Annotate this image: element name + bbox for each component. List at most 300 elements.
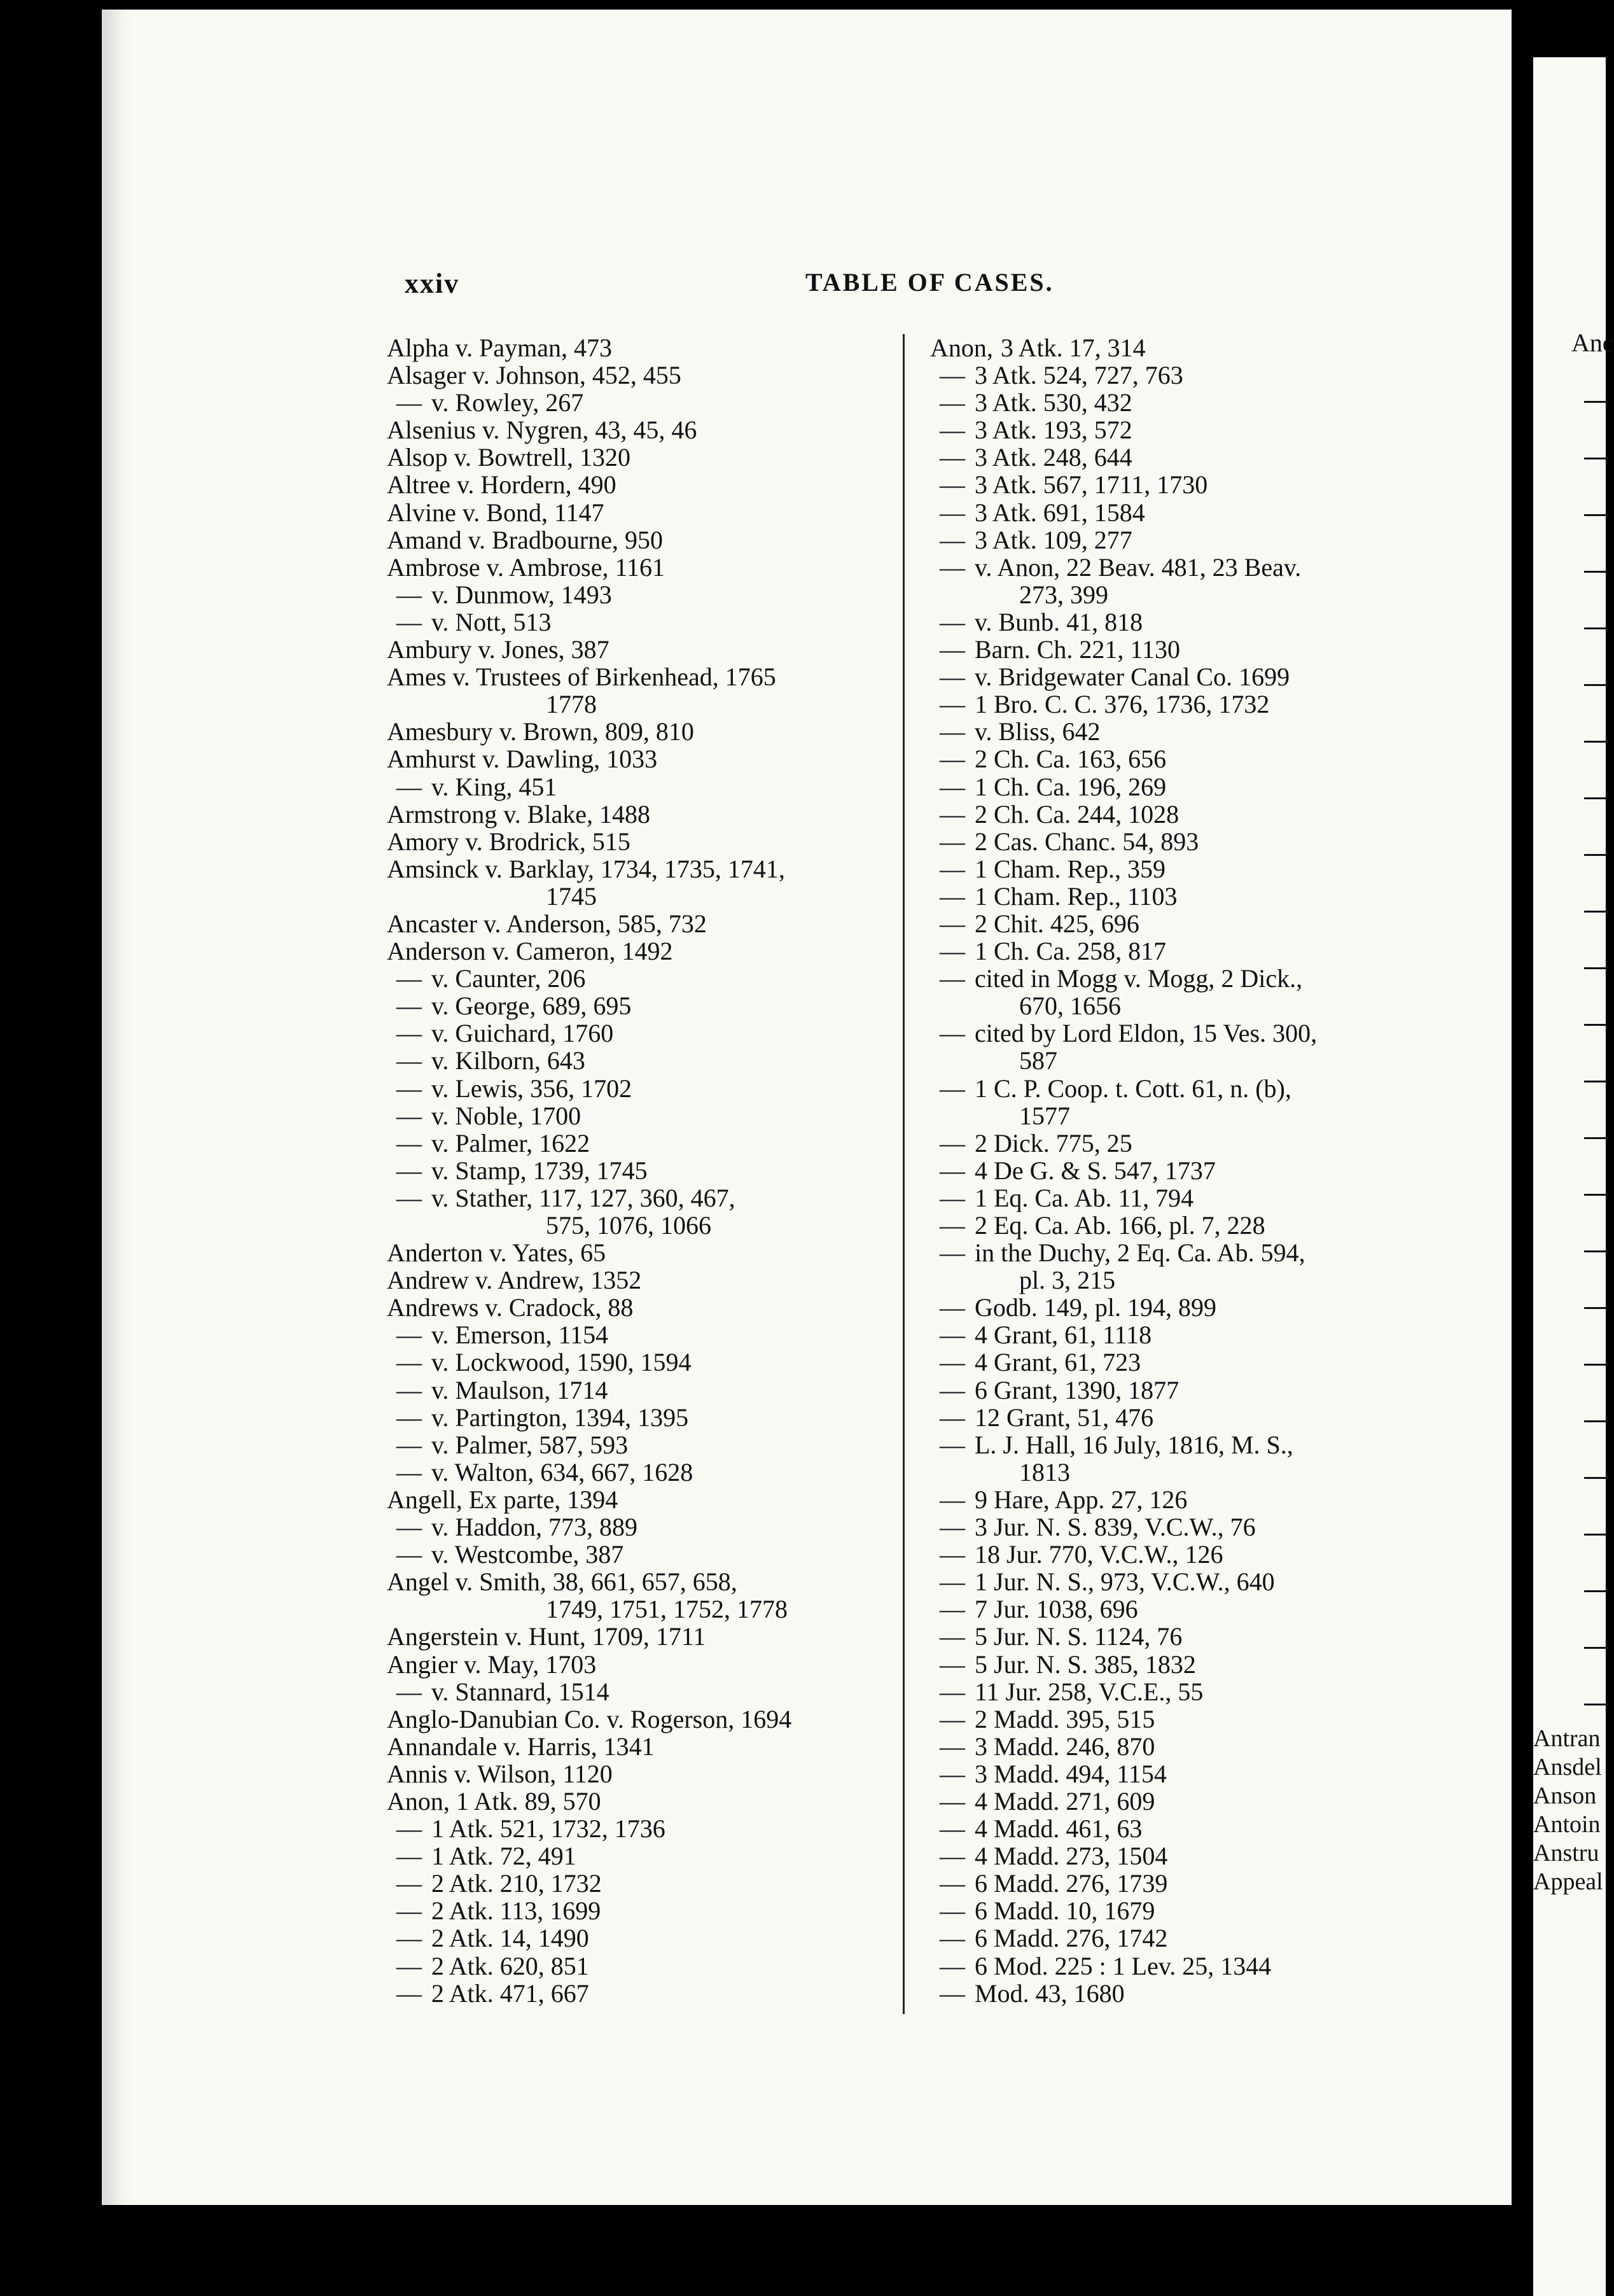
entry-continuation: 273, 399: [1019, 580, 1108, 609]
case-entry: [387, 1568, 877, 1595]
case-entry: [387, 444, 877, 471]
entry-text: 2 Dick. 775, 25: [975, 1128, 1132, 1158]
case-entry: [387, 718, 877, 745]
entry-prefix: —: [396, 1320, 422, 1350]
entry-text: 3 Atk. 248, 644: [975, 443, 1132, 472]
entry-continuation: pl. 3, 215: [1019, 1266, 1116, 1295]
entry-text: Alsenius v. Nygren, 43, 45, 46: [387, 416, 697, 445]
entry-prefix: —: [940, 1513, 965, 1542]
entry-continuation: 575, 1076, 1066: [546, 1211, 711, 1240]
entry-prefix: —: [940, 1595, 965, 1624]
case-entry: [930, 1294, 1490, 1321]
entry-text: cited in Mogg v. Mogg, 2 Dick.,: [975, 964, 1303, 993]
case-entry: [930, 444, 1490, 471]
case-entry: [387, 1130, 877, 1157]
entry-text: 3 Atk. 691, 1584: [975, 498, 1145, 527]
entry-text: v. Anon, 22 Beav. 481, 23 Beav.: [975, 552, 1302, 582]
entry-text: v. Rowley, 267: [431, 388, 584, 417]
case-entry: [387, 1952, 877, 1980]
entry-prefix: —: [940, 909, 965, 938]
case-entry: [930, 1595, 1490, 1623]
case-entry: [930, 361, 1490, 389]
entry-text: Amesbury v. Brown, 809, 810: [387, 717, 694, 746]
entry-text: cited by Lord Eldon, 15 Ves. 300,: [975, 1019, 1318, 1048]
entry-text: v. Partington, 1394, 1395: [431, 1403, 689, 1432]
case-entry: [387, 1705, 877, 1733]
left-column: [387, 334, 877, 2007]
case-entry: [387, 828, 877, 855]
entry-prefix: —: [940, 1732, 965, 1761]
entry-prefix: —: [940, 964, 965, 993]
case-entry: [387, 801, 877, 828]
entry-text: 2 Atk. 210, 1732: [431, 1869, 602, 1898]
entry-prefix: —: [940, 662, 965, 692]
entry-prefix: —: [396, 1101, 422, 1130]
entry-prefix: —: [396, 991, 422, 1021]
entry-text: Ancaster v. Anderson, 585, 732: [387, 909, 707, 938]
entry-text: Amhurst v. Dawling, 1033: [387, 745, 658, 774]
entry-prefix: —: [940, 1677, 965, 1706]
entry-prefix: —: [940, 1869, 965, 1898]
case-entry: [930, 1486, 1490, 1513]
entry-prefix: Anon,: [930, 333, 993, 362]
case-entry: [387, 992, 877, 1019]
entry-prefix: —: [940, 1348, 965, 1377]
case-entry: [930, 1157, 1490, 1184]
entry-text: 12 Grant, 51, 476: [975, 1403, 1154, 1432]
entry-prefix: —: [940, 552, 965, 582]
case-entry: [930, 389, 1490, 416]
case-entry: [387, 1924, 877, 1952]
entry-prefix: —: [940, 1704, 965, 1733]
entry-text: 2 Ch. Ca. 244, 1028: [975, 799, 1179, 829]
entry-text: 1 Cham. Rep., 1103: [975, 881, 1178, 911]
entry-text: v. Bliss, 642: [975, 717, 1101, 746]
facing-page-dashes: [1584, 375, 1606, 1735]
case-entry: [930, 554, 1490, 581]
entry-prefix: —: [940, 690, 965, 719]
case-entry: [930, 636, 1490, 663]
entry-text: Alsager v. Johnson, 452, 455: [387, 361, 681, 390]
entry-prefix: —: [396, 1183, 422, 1212]
entry-text: 4 Grant, 61, 723: [975, 1348, 1141, 1377]
case-entry: [387, 965, 877, 992]
entry-prefix: —: [396, 1814, 422, 1844]
entry-prefix: —: [940, 1649, 965, 1679]
case-entry: [930, 1651, 1490, 1678]
entry-text: v. Lewis, 356, 1702: [431, 1074, 632, 1103]
case-entry: [930, 1513, 1490, 1541]
entry-text: Anderton v. Yates, 65: [387, 1238, 606, 1268]
entry-text: 2 Ch. Ca. 163, 656: [975, 745, 1167, 774]
entry-text: Angell, Ex parte, 1394: [387, 1485, 618, 1514]
entry-text: v. Lockwood, 1590, 1594: [431, 1348, 692, 1377]
facing-name: Appeal: [1533, 1868, 1603, 1895]
entry-prefix: —: [396, 1403, 422, 1432]
case-entry: [930, 801, 1490, 828]
entry-text: v. Haddon, 773, 889: [431, 1513, 638, 1542]
case-entry: [930, 1623, 1490, 1650]
entry-text: v. King, 451: [431, 772, 557, 801]
case-entry: [930, 1897, 1490, 1924]
entry-prefix: —: [396, 1951, 422, 1980]
case-entry: [930, 1348, 1490, 1376]
entry-text: Amsinck v. Barklay, 1734, 1735, 1741,: [387, 854, 785, 883]
entry-text: 3 Atk. 567, 1711, 1730: [975, 470, 1208, 500]
entry-text: 1 Atk. 72, 491: [431, 1842, 576, 1871]
entry-prefix: —: [396, 772, 422, 801]
entry-text: 18 Jur. 770, V.C.W., 126: [975, 1540, 1223, 1569]
case-entry: [387, 581, 877, 608]
case-entry: [930, 1376, 1490, 1404]
case-entry: [387, 1541, 877, 1568]
case-entry: [387, 1019, 877, 1047]
case-entry: [387, 1348, 877, 1376]
case-entry: [930, 965, 1490, 992]
book-page: [102, 10, 1512, 2205]
column-rule: [903, 334, 905, 2014]
entry-text: 2 Atk. 113, 1699: [431, 1896, 601, 1926]
entry-prefix: —: [396, 1457, 422, 1487]
case-entry: [930, 910, 1490, 937]
entry-text: v. Emerson, 1154: [431, 1320, 609, 1350]
running-head: [106, 267, 1512, 305]
entry-prefix: —: [940, 1567, 965, 1597]
entry-text: 1 C. P. Coop. t. Cott. 61, n. (b),: [975, 1074, 1291, 1103]
facing-name: Antoin: [1533, 1811, 1601, 1838]
entry-prefix: —: [940, 1293, 965, 1322]
case-entry: [387, 1239, 877, 1266]
entry-text: v. Maulson, 1714: [431, 1375, 608, 1404]
entry-text: 1 Ch. Ca. 258, 817: [975, 937, 1167, 966]
entry-text: L. J. Hall, 16 July, 1816, M. S.,: [975, 1430, 1293, 1459]
entry-prefix: —: [396, 1430, 422, 1459]
entry-prefix: —: [940, 525, 965, 554]
case-entry: [930, 1842, 1490, 1870]
facing-page-header: Anc: [1571, 328, 1614, 357]
entry-text: 3 Atk. 530, 432: [975, 388, 1132, 417]
case-entry: [930, 416, 1490, 444]
case-entry: [930, 1870, 1490, 1897]
entry-text: Ambury v. Jones, 387: [387, 635, 609, 664]
entry-prefix: —: [396, 1869, 422, 1898]
entry-text: v. Westcombe, 387: [431, 1540, 624, 1569]
entry-prefix: —: [940, 607, 965, 636]
case-entry: [930, 1815, 1490, 1842]
case-entry: [930, 1980, 1490, 2007]
entry-text: 2 Atk. 471, 667: [431, 1978, 589, 2008]
entry-continuation: 1749, 1751, 1752, 1778: [546, 1595, 788, 1624]
entry-prefix: —: [396, 1019, 422, 1048]
entry-continuation: 1745: [546, 881, 597, 911]
case-entry: [930, 1130, 1490, 1157]
entry-text: 3 Madd. 246, 870: [975, 1732, 1155, 1761]
page-title: TABLE OF CASES.: [805, 268, 1054, 297]
entry-prefix: —: [940, 1485, 965, 1514]
facing-name: Ansdel: [1533, 1754, 1602, 1781]
entry-text: Annandale v. Harris, 1341: [387, 1732, 655, 1761]
entry-text: 4 Grant, 61, 1118: [975, 1320, 1152, 1350]
case-entry: [930, 471, 1490, 498]
case-entry: [387, 1678, 877, 1705]
entry-continuation: 1577: [1019, 1101, 1070, 1130]
case-entry: [930, 1541, 1490, 1568]
entry-text: v. Kilborn, 643: [431, 1046, 585, 1075]
entry-text: 1 Atk. 521, 1732, 1736: [431, 1814, 665, 1844]
right-column: [930, 334, 1490, 2007]
case-entry: [387, 1047, 877, 1074]
entry-text: Annis v. Wilson, 1120: [387, 1759, 613, 1788]
entry-prefix: —: [940, 443, 965, 472]
entry-text: 3 Atk. 109, 277: [975, 525, 1132, 554]
case-entry: [387, 334, 877, 361]
entry-prefix: —: [940, 1814, 965, 1844]
entry-text: Armstrong v. Blake, 1488: [387, 799, 651, 829]
case-entry: [930, 745, 1490, 773]
case-entry: [930, 1568, 1490, 1595]
case-entry: [387, 636, 877, 663]
case-entry: [387, 855, 877, 883]
entry-text: Alsop v. Bowtrell, 1320: [387, 443, 630, 472]
entry-text: 4 De G. & S. 547, 1737: [975, 1156, 1216, 1185]
entry-prefix: —: [396, 1128, 422, 1158]
entry-prefix: —: [940, 1430, 965, 1459]
entry-text: v. Stannard, 1514: [431, 1677, 609, 1706]
entry-prefix: —: [396, 580, 422, 609]
facing-name: Antran: [1533, 1725, 1601, 1752]
entry-text: 6 Madd. 276, 1742: [975, 1924, 1168, 1953]
entry-text: Alpha v. Payman, 473: [387, 333, 613, 362]
entry-text: 3 Atk. 524, 727, 763: [975, 361, 1183, 390]
entry-prefix: —: [396, 1375, 422, 1404]
case-entry: [930, 526, 1490, 554]
entry-text: 4 Madd. 461, 63: [975, 1814, 1143, 1844]
page-number: xxiv: [405, 268, 460, 299]
entry-text: Angerstein v. Hunt, 1709, 1711: [387, 1622, 706, 1651]
case-entry: [930, 1788, 1490, 1815]
case-entry: [387, 416, 877, 444]
entry-prefix: —: [396, 964, 422, 993]
entry-text: v. Guichard, 1760: [431, 1019, 614, 1048]
entry-prefix: —: [396, 607, 422, 636]
entry-prefix: —: [396, 1513, 422, 1542]
case-entry: [387, 1870, 877, 1897]
case-entry: [387, 1459, 877, 1486]
entry-prefix: —: [940, 1951, 965, 1980]
case-entry: [387, 1486, 877, 1513]
case-entry: [387, 608, 877, 636]
case-entry: [930, 1212, 1490, 1239]
entry-text: Angel v. Smith, 38, 661, 657, 658,: [387, 1567, 737, 1597]
entry-prefix: —: [396, 388, 422, 417]
case-entry: [387, 1623, 877, 1650]
case-entry: [930, 1760, 1490, 1788]
entry-continuation: 670, 1656: [1019, 991, 1121, 1021]
entry-prefix: —: [396, 1540, 422, 1569]
entry-prefix: —: [940, 635, 965, 664]
entry-text: 3 Atk. 193, 572: [975, 416, 1132, 445]
entry-prefix: —: [940, 498, 965, 527]
entry-prefix: —: [396, 1896, 422, 1926]
entry-prefix: —: [940, 799, 965, 829]
entry-prefix: —: [396, 1677, 422, 1706]
entry-prefix: —: [940, 1128, 965, 1158]
entry-text: 3 Madd. 494, 1154: [975, 1759, 1167, 1788]
entry-continuation: 1778: [546, 690, 597, 719]
case-entry: [930, 1924, 1490, 1952]
entry-text: v. Walton, 634, 667, 1628: [431, 1457, 693, 1487]
case-entry: [387, 499, 877, 526]
entry-prefix: —: [940, 1320, 965, 1350]
entry-prefix: —: [396, 1074, 422, 1103]
entry-text: 6 Madd. 276, 1739: [975, 1869, 1168, 1898]
entry-prefix: —: [940, 745, 965, 774]
entry-prefix: —: [940, 1156, 965, 1185]
case-entry: [930, 1733, 1490, 1760]
entry-text: 1 Jur. N. S., 973, V.C.W., 640: [975, 1567, 1275, 1597]
entry-prefix: —: [396, 1842, 422, 1871]
entry-prefix: —: [396, 1348, 422, 1377]
case-entry: [930, 883, 1490, 910]
entry-text: Ambrose v. Ambrose, 1161: [387, 552, 665, 582]
entry-text: Ames v. Trustees of Birkenhead, 1765: [387, 662, 776, 692]
case-entry: [930, 1239, 1490, 1266]
entry-prefix: —: [940, 1896, 965, 1926]
entry-text: v. Bunb. 41, 818: [975, 607, 1143, 636]
entry-prefix: —: [940, 1211, 965, 1240]
entry-text: 2 Eq. Ca. Ab. 166, pl. 7, 228: [975, 1211, 1265, 1240]
case-entry: [930, 1019, 1490, 1047]
entry-text: 3 Jur. N. S. 839, V.C.W., 76: [975, 1513, 1256, 1542]
entry-text: v. George, 689, 695: [431, 991, 632, 1021]
case-entry: [930, 663, 1490, 690]
entry-prefix: —: [396, 1978, 422, 2008]
case-entry: [930, 1321, 1490, 1348]
case-entry: [930, 1404, 1490, 1431]
facing-name: Anson: [1533, 1782, 1597, 1809]
entry-text: Andrew v. Andrew, 1352: [387, 1266, 642, 1295]
entry-text: 6 Grant, 1390, 1877: [975, 1375, 1179, 1404]
case-entry: [387, 910, 877, 937]
entry-text: 4 Madd. 273, 1504: [975, 1842, 1168, 1871]
entry-prefix: —: [396, 1924, 422, 1953]
case-entry: [387, 1760, 877, 1788]
case-entry: [387, 937, 877, 965]
entry-prefix: —: [940, 1622, 965, 1651]
entry-text: 1 Bro. C. C. 376, 1736, 1732: [975, 690, 1270, 719]
case-entry: [387, 1266, 877, 1294]
case-entry: [930, 1705, 1490, 1733]
case-entry: [387, 1897, 877, 1924]
case-entry: [930, 334, 1490, 361]
entry-text: v. Nott, 513: [431, 607, 552, 636]
facing-name: Anstru: [1533, 1840, 1599, 1866]
entry-text: Alvine v. Bond, 1147: [387, 498, 604, 527]
case-entry: [930, 1952, 1490, 1980]
case-entry: [387, 773, 877, 801]
case-entry: [930, 773, 1490, 801]
entry-text: 1 Eq. Ca. Ab. 11, 794: [975, 1183, 1194, 1212]
case-entry: [930, 1184, 1490, 1212]
entry-prefix: —: [940, 854, 965, 883]
entry-prefix: —: [940, 1403, 965, 1432]
case-entry: [387, 1184, 877, 1212]
entry-prefix: —: [940, 1924, 965, 1953]
entry-text: 9 Hare, App. 27, 126: [975, 1485, 1188, 1514]
entry-text: Altree v. Hordern, 490: [387, 470, 616, 500]
entry-text: 2 Cas. Chanc. 54, 893: [975, 827, 1199, 856]
case-entry: [387, 1431, 877, 1459]
entry-text: v. Dunmow, 1493: [431, 580, 612, 609]
entry-prefix: —: [940, 1183, 965, 1212]
entry-text: Mod. 43, 1680: [975, 1978, 1125, 2008]
entry-text: v. Caunter, 206: [431, 964, 586, 993]
entry-prefix: —: [940, 717, 965, 746]
case-entry: [387, 1815, 877, 1842]
entry-text: in the Duchy, 2 Eq. Ca. Ab. 594,: [975, 1238, 1305, 1268]
case-entry: [387, 1294, 877, 1321]
entry-text: v. Stather, 117, 127, 360, 467,: [431, 1183, 735, 1212]
entry-text: Angier v. May, 1703: [387, 1649, 597, 1679]
entry-text: Andrews v. Cradock, 88: [387, 1293, 634, 1322]
entry-text: Anon, 1 Atk. 89, 570: [387, 1786, 601, 1816]
case-entry: [930, 828, 1490, 855]
entry-text: Amand v. Bradbourne, 950: [387, 525, 663, 554]
entry-text: 2 Atk. 620, 851: [431, 1951, 589, 1980]
entry-prefix: —: [940, 1375, 965, 1404]
case-entry: [387, 663, 877, 690]
entry-prefix: —: [396, 1046, 422, 1075]
entry-prefix: —: [940, 1978, 965, 2008]
case-entry: [387, 1788, 877, 1815]
case-entry: [930, 855, 1490, 883]
entry-text: 6 Madd. 10, 1679: [975, 1896, 1155, 1926]
entry-text: 7 Jur. 1038, 696: [975, 1595, 1138, 1624]
entry-text: 3 Atk. 17, 314: [1000, 333, 1146, 362]
case-entry: [387, 1157, 877, 1184]
entry-text: 5 Jur. N. S. 385, 1832: [975, 1649, 1196, 1679]
entry-prefix: —: [940, 1074, 965, 1103]
entry-prefix: —: [940, 416, 965, 445]
entry-text: v. Stamp, 1739, 1745: [431, 1156, 648, 1185]
case-entry: [930, 1431, 1490, 1459]
entry-prefix: —: [940, 827, 965, 856]
case-entry: [930, 499, 1490, 526]
case-entry: [387, 526, 877, 554]
case-entry: [387, 361, 877, 389]
entry-text: Anderson v. Cameron, 1492: [387, 937, 673, 966]
entry-text: v. Palmer, 1622: [431, 1128, 590, 1158]
entry-text: 1 Cham. Rep., 359: [975, 854, 1165, 883]
entry-text: 2 Atk. 14, 1490: [431, 1924, 589, 1953]
entry-prefix: —: [940, 772, 965, 801]
entry-text: Barn. Ch. 221, 1130: [975, 635, 1180, 664]
facing-page-names: [1533, 1725, 1603, 1896]
entry-continuation: 1813: [1019, 1457, 1070, 1487]
entry-text: 2 Chit. 425, 696: [975, 909, 1139, 938]
case-entry: [387, 554, 877, 581]
case-entry: [387, 1842, 877, 1870]
entry-text: 2 Madd. 395, 515: [975, 1704, 1155, 1733]
case-entry: [387, 745, 877, 773]
entry-text: 6 Mod. 225 : 1 Lev. 25, 1344: [975, 1951, 1272, 1980]
case-entry: [930, 1075, 1490, 1102]
case-entry: [930, 718, 1490, 745]
entry-prefix: —: [940, 1238, 965, 1268]
entry-prefix: —: [940, 937, 965, 966]
entry-text: v. Bridgewater Canal Co. 1699: [975, 662, 1290, 692]
entry-text: Godb. 149, pl. 194, 899: [975, 1293, 1216, 1322]
